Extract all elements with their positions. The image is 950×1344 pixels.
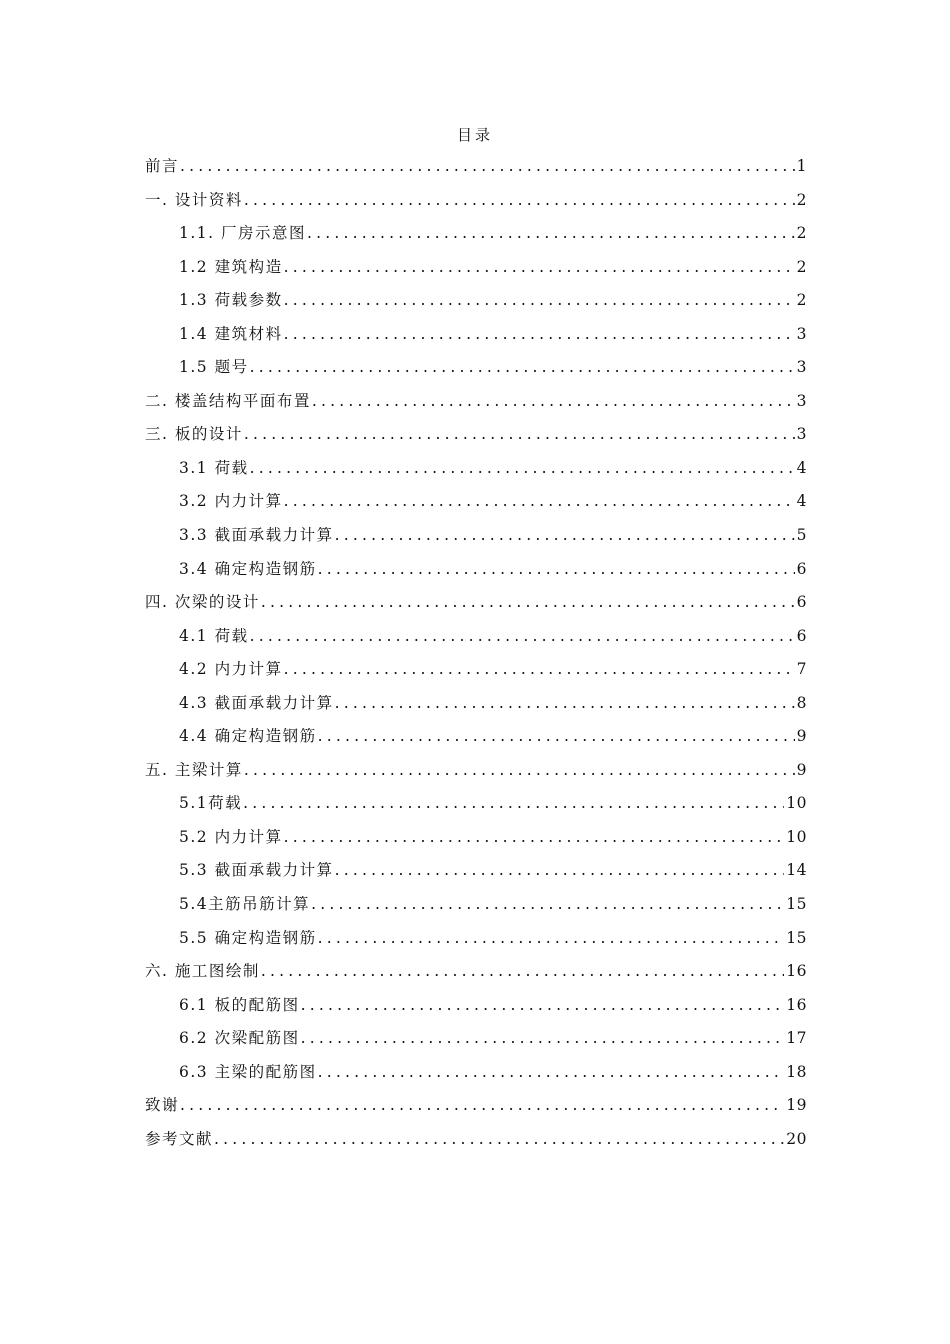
toc-entry[interactable]	[145, 624, 807, 658]
toc-entry-page-number: 3	[796, 324, 807, 343]
toc-dot-leader	[312, 392, 795, 410]
toc-dot-leader	[243, 794, 784, 812]
toc-entry-page-number: 6	[796, 626, 807, 645]
toc-entry-page-number: 15	[786, 895, 807, 914]
toc-entry[interactable]	[145, 758, 807, 792]
toc-entry-label: 5.1荷载	[179, 794, 243, 813]
toc-entry[interactable]	[145, 489, 807, 523]
toc-entry-page-number: 20	[786, 1129, 807, 1148]
toc-entry-page-number: 10	[786, 827, 807, 846]
toc-entry[interactable]	[145, 422, 807, 456]
toc-entry[interactable]	[145, 791, 807, 825]
toc-entry[interactable]	[145, 590, 807, 624]
toc-dot-leader	[335, 526, 795, 544]
toc-entry[interactable]	[145, 1093, 807, 1127]
toc-entry-page-number: 1	[796, 157, 807, 175]
toc-entry[interactable]	[145, 926, 807, 960]
toc-entry[interactable]	[145, 255, 807, 289]
toc-entry-label: 5.5 确定构造钢筋	[179, 928, 317, 947]
toc-entry-label: 3.3 截面承载力计算	[179, 526, 334, 545]
toc-entry-label: 一. 设计资料	[145, 190, 243, 209]
toc-dot-leader	[250, 459, 795, 477]
toc-title: 目录	[456, 126, 493, 144]
toc-entry[interactable]	[145, 993, 807, 1027]
toc-dot-leader	[284, 325, 795, 343]
toc-dot-leader	[244, 761, 795, 779]
toc-entry[interactable]	[145, 221, 807, 255]
toc-entry-page-number: 9	[796, 760, 807, 779]
toc-dot-leader	[284, 828, 785, 846]
toc-dot-leader	[318, 560, 795, 578]
toc-entry-label: 5.4主筋吊筋计算	[179, 895, 311, 914]
toc-entry-label: 1.1. 厂房示意图	[179, 224, 307, 243]
toc-entry-label: 三. 板的设计	[145, 425, 243, 444]
toc-entry-page-number: 6	[796, 593, 807, 612]
toc-entry-page-number: 3	[796, 425, 807, 444]
toc-entry-page-number: 3	[796, 391, 807, 410]
toc-entry-label: 致谢	[145, 1096, 180, 1115]
toc-entry-label: 3.4 确定构造钢筋	[179, 559, 317, 578]
toc-entry-page-number: 2	[796, 257, 807, 276]
toc-dot-leader	[311, 895, 784, 913]
toc-entry-page-number: 18	[786, 1062, 807, 1081]
toc-dot-leader	[180, 157, 795, 175]
toc-dot-leader	[214, 1130, 784, 1148]
toc-entry[interactable]	[145, 322, 807, 356]
toc-dot-leader	[244, 191, 795, 209]
toc-entry-label: 六. 施工图绘制	[145, 962, 260, 981]
toc-entry-label: 6.2 次梁配筋图	[179, 1029, 300, 1048]
toc-dot-leader	[284, 660, 795, 678]
toc-entry[interactable]	[145, 557, 807, 591]
toc-dot-leader	[335, 861, 785, 879]
toc-entry-label: 二. 楼盖结构平面布置	[145, 391, 311, 410]
toc-entry-label: 4.4 确定构造钢筋	[179, 727, 317, 746]
toc-entry-page-number: 5	[796, 526, 807, 545]
toc-dot-leader	[301, 1029, 785, 1047]
table-of-contents	[145, 154, 807, 1160]
toc-entry-page-number: 16	[786, 962, 807, 981]
toc-entry[interactable]	[145, 892, 807, 926]
toc-dot-leader	[301, 996, 785, 1014]
toc-entry-label: 3.1 荷载	[179, 458, 249, 477]
toc-entry[interactable]	[145, 1127, 807, 1161]
toc-entry-page-number: 10	[786, 794, 807, 813]
toc-dot-leader	[261, 962, 784, 980]
toc-entry[interactable]	[145, 1026, 807, 1060]
toc-entry[interactable]	[145, 288, 807, 322]
toc-entry-page-number: 2	[796, 224, 807, 243]
toc-entry-label: 参考文献	[145, 1129, 214, 1148]
toc-entry-page-number: 16	[786, 995, 807, 1014]
toc-dot-leader	[180, 1096, 784, 1114]
toc-entry-page-number: 17	[786, 1029, 807, 1048]
toc-entry-page-number: 8	[796, 693, 807, 712]
toc-entry-label: 3.2 内力计算	[179, 492, 283, 511]
toc-entry-page-number: 4	[796, 492, 807, 511]
toc-dot-leader	[284, 492, 795, 510]
toc-entry-page-number: 7	[796, 660, 807, 679]
toc-entry[interactable]	[145, 657, 807, 691]
toc-entry[interactable]	[145, 724, 807, 758]
toc-dot-leader	[318, 929, 785, 947]
toc-entry-page-number: 4	[796, 458, 807, 477]
toc-entry[interactable]	[145, 691, 807, 725]
toc-entry-label: 6.3 主梁的配筋图	[179, 1062, 317, 1081]
toc-entry-page-number: 9	[796, 727, 807, 746]
toc-entry-label: 前言	[145, 157, 180, 175]
toc-entry-label: 4.1 荷载	[179, 626, 249, 645]
toc-entry[interactable]	[145, 389, 807, 423]
toc-entry-page-number: 2	[796, 291, 807, 310]
toc-entry-label: 四. 次梁的设计	[145, 593, 260, 612]
toc-entry[interactable]	[145, 1060, 807, 1094]
toc-entry[interactable]	[145, 825, 807, 859]
toc-dot-leader	[307, 224, 795, 242]
toc-entry[interactable]	[145, 523, 807, 557]
toc-entry-page-number: 3	[796, 358, 807, 377]
toc-entry-label: 1.2 建筑构造	[179, 257, 283, 276]
toc-entry[interactable]	[145, 959, 807, 993]
toc-dot-leader	[284, 258, 795, 276]
toc-entry-label: 4.3 截面承载力计算	[179, 693, 334, 712]
toc-dot-leader	[250, 627, 795, 645]
toc-entry-label: 1.4 建筑材料	[179, 324, 283, 343]
toc-dot-leader	[335, 694, 795, 712]
toc-entry-label: 5.2 内力计算	[179, 827, 283, 846]
toc-entry[interactable]	[145, 858, 807, 892]
toc-entry[interactable]	[145, 456, 807, 490]
toc-dot-leader	[261, 593, 795, 611]
toc-entry[interactable]	[145, 188, 807, 222]
toc-dot-leader	[318, 1063, 785, 1081]
toc-entry[interactable]	[145, 154, 807, 188]
toc-entry-page-number: 14	[786, 861, 807, 880]
toc-entry-page-number: 15	[786, 928, 807, 947]
toc-dot-leader	[318, 727, 795, 745]
toc-entry-label: 1.5 题号	[179, 358, 249, 377]
toc-dot-leader	[284, 291, 795, 309]
toc-entry[interactable]	[145, 355, 807, 389]
toc-entry-label: 五. 主梁计算	[145, 760, 243, 779]
toc-entry-page-number: 6	[796, 559, 807, 578]
toc-dot-leader	[244, 425, 795, 443]
toc-entry-page-number: 2	[796, 190, 807, 209]
toc-entry-page-number: 19	[786, 1096, 807, 1115]
toc-entry-label: 5.3 截面承载力计算	[179, 861, 334, 880]
toc-dot-leader	[250, 358, 795, 376]
toc-entry-label: 1.3 荷载参数	[179, 291, 283, 310]
toc-entry-label: 4.2 内力计算	[179, 660, 283, 679]
toc-entry-label: 6.1 板的配筋图	[179, 995, 300, 1014]
